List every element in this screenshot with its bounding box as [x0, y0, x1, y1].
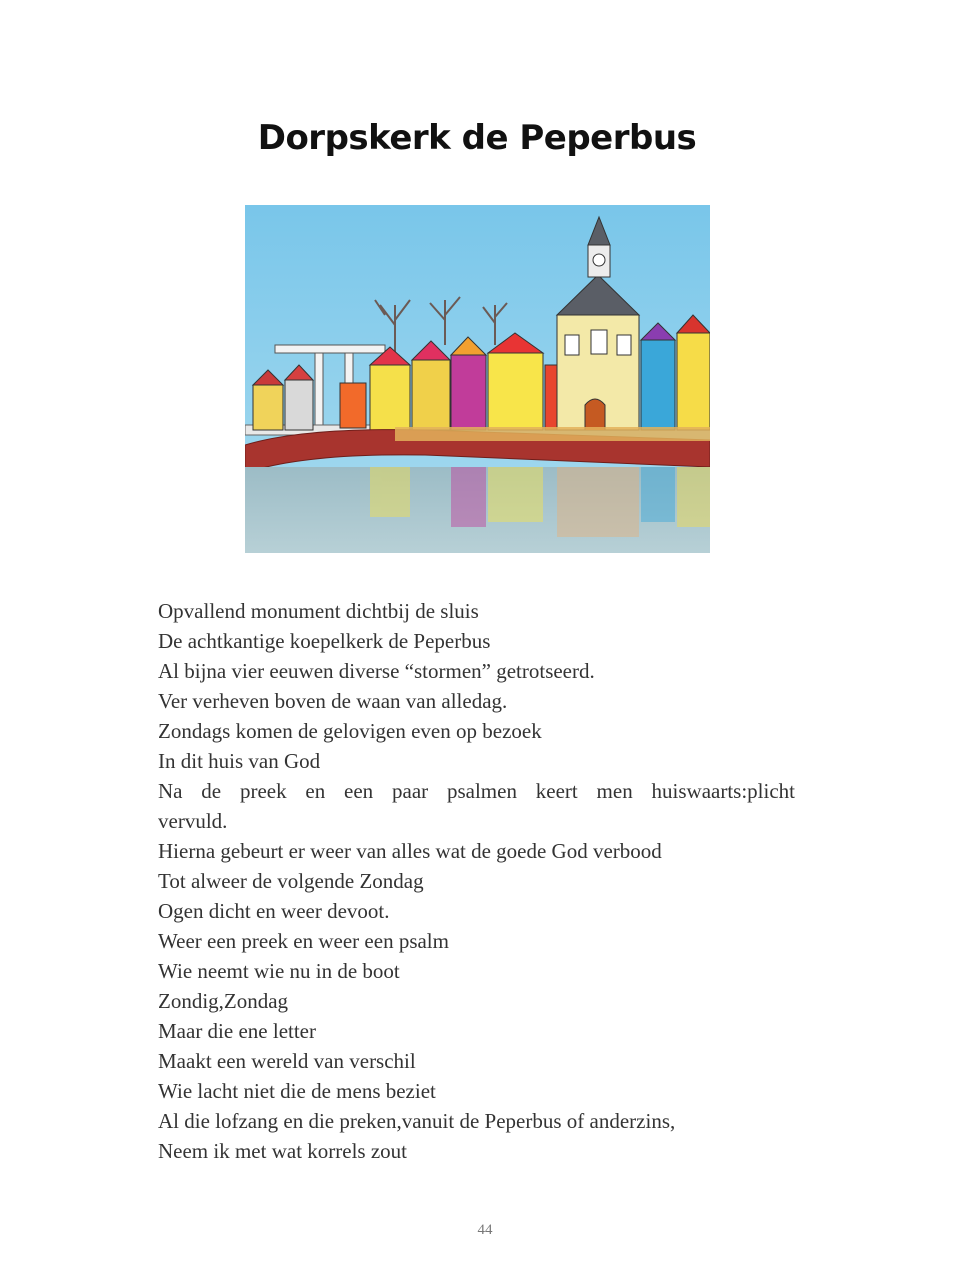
poem-line: Zondags komen de gelovigen even op bezoek — [158, 719, 542, 743]
poem-line: Neem ik met wat korrels zout — [158, 1139, 408, 1163]
poem-line: Tot alweer de volgende Zondag — [158, 869, 424, 893]
poem-line: Maakt een wereld van verschil — [158, 1049, 416, 1073]
poem-line: Na de preek en een paar psalmen keert men huiswaarts:plicht — [158, 779, 795, 803]
page-title: Dorpskerk de Peperbus — [257, 118, 697, 158]
poem-line: Al bijna vier eeuwen diverse “stormen” getrotseerd. — [158, 659, 595, 683]
poem-line: Maar die ene letter — [158, 1019, 316, 1043]
painting-illustration — [245, 205, 710, 553]
page-number: 44 — [477, 1222, 493, 1238]
poem-line: Ver verheven boven de waan van alledag. — [158, 689, 508, 713]
poem-line: vervuld. — [158, 809, 228, 833]
poem-line: Hierna gebeurt er weer van alles wat de goede God verbood — [158, 839, 662, 863]
poem-line: Ogen dicht en weer devoot. — [158, 899, 390, 923]
poem-line: Weer een preek en weer een psalm — [158, 929, 449, 953]
quay-walkway — [395, 427, 710, 441]
poem-line: Wie lacht niet die de mens beziet — [158, 1079, 436, 1103]
poem-line: In dit huis van God — [158, 749, 321, 773]
poem — [158, 596, 795, 1166]
poem-line: Opvallend monument dichtbij de sluis — [158, 599, 479, 623]
poem-line: Al die lofzang en die preken,vanuit de Peperbus of anderzins, — [158, 1109, 676, 1133]
poem-line: Zondig,Zondag — [158, 989, 289, 1013]
poem-line: De achtkantige koepelkerk de Peperbus — [158, 629, 491, 653]
poem-line: Wie neemt wie nu in de boot — [158, 959, 400, 983]
